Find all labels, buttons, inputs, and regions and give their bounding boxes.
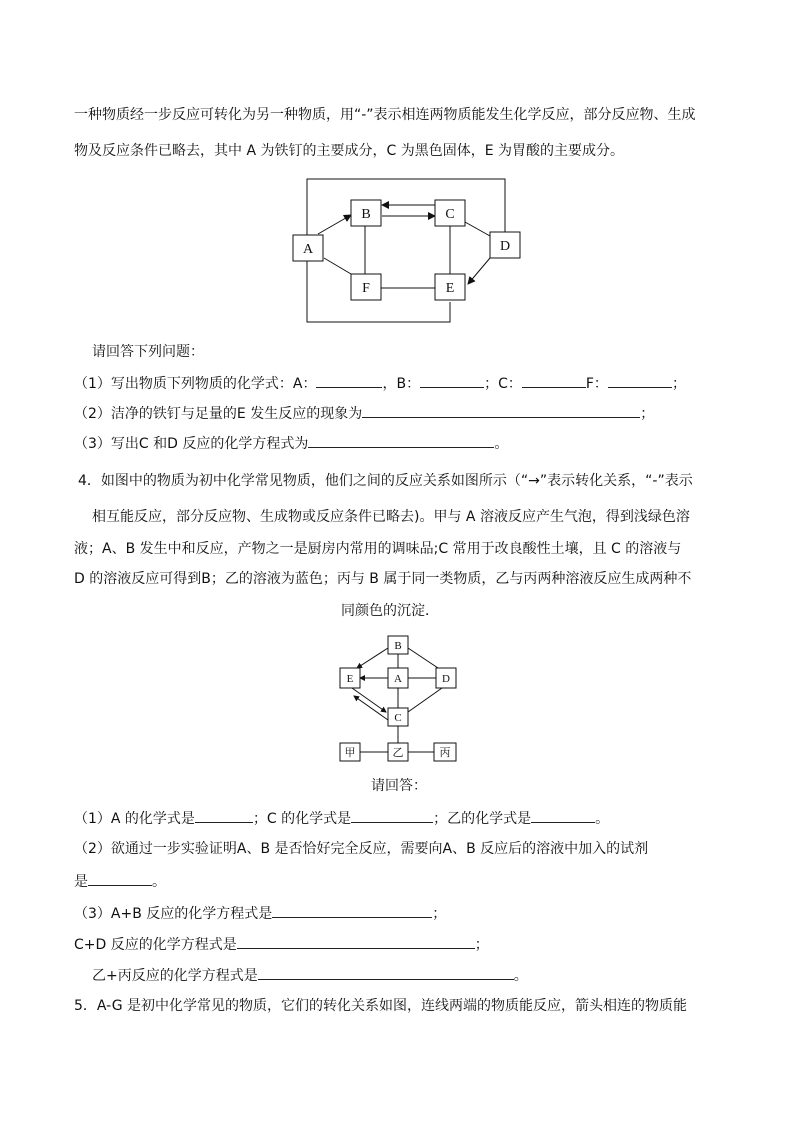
answer-blank-a-formula[interactable] [195, 808, 253, 823]
q3-part-3: （3）写出C 和D 反应的化学方程式为 。 [74, 433, 508, 453]
answer-blank-phenomenon[interactable] [362, 403, 640, 418]
q4-part-1: （1）A 的化学式是 ；C 的化学式是 ；乙的化学式是 。 [74, 808, 609, 828]
q4-line-4: D 的溶液反应可得到B；乙的溶液为蓝色；丙与 B 属于同一类物质，乙与丙两种溶液反应生成两种不 [74, 571, 692, 587]
q4-part-3c: 乙+丙反应的化学方程式是 。 [92, 965, 528, 985]
node-d-label: D [499, 239, 511, 254]
intro-line-1: 一种物质经一步反应可转化为另一种物质，用“-”表示相连两物质能发生化学反应，部分反应物、生成 [74, 107, 696, 123]
answer-blank-f[interactable] [608, 373, 672, 388]
reaction-diagram-1 [280, 170, 540, 330]
answer-blank-yi-bing-equation[interactable] [258, 965, 514, 980]
q4-prompt: 请回答： [371, 778, 427, 794]
answer-blank-yi-formula[interactable] [531, 808, 595, 823]
q3-part-2: （2）洁净的铁钉与足量的E 发生反应的现象为 ； [74, 403, 654, 423]
node-c-label: C [394, 712, 402, 724]
node-b-label: B [394, 640, 402, 652]
answer-blank-a[interactable] [316, 373, 382, 388]
q5-line-1: 5．A-G 是初中化学常见的物质，它们的转化关系如图，连线两端的物质能反应，箭头相连的物质能 [74, 998, 688, 1014]
node-yi-label: 乙 [392, 747, 404, 759]
node-bing-label: 丙 [439, 747, 451, 759]
answer-blank-b[interactable] [420, 373, 484, 388]
node-a-label: A [302, 242, 314, 257]
q4-line-1: 4．如图中的物质为初中化学常见物质，他们之间的反应关系如图所示（“→”表示转化关系，“-”表示 [78, 473, 693, 489]
answer-blank-reagent[interactable] [88, 871, 152, 886]
node-e-label: E [346, 673, 354, 685]
q4-part-3b: C+D 反应的化学方程式是 ； [74, 934, 489, 954]
node-f-label: F [362, 281, 370, 296]
node-a-label: A [394, 673, 402, 685]
node-d-label: D [442, 673, 450, 685]
answer-blank-c-formula[interactable] [351, 808, 433, 823]
intro-line-2: 物及反应条件已略去，其中 A 为铁钉的主要成分，C 为黑色固体，E 为胃酸的主要成分。 [74, 143, 624, 159]
q4-line-2: 相互能反应，部分反应物、生成物或反应条件已略去)。甲与 A 溶液反应产生气泡，得到浅绿色溶 [92, 509, 690, 525]
answer-blank-c[interactable] [522, 373, 586, 388]
q4-part-2b: 是 。 [74, 871, 166, 891]
node-jia-label: 甲 [344, 747, 356, 759]
q3-prompt: 请回答下列问题： [92, 344, 204, 360]
q4-part-2a: （2）欲通过一步实验证明A、B 是否恰好完全反应，需要向A、B 反应后的溶液中加入的试剂 [74, 841, 649, 857]
node-c-label: C [445, 207, 455, 222]
answer-blank-ab-equation[interactable] [272, 903, 432, 918]
node-b-label: B [361, 207, 371, 222]
answer-blank-cd-equation[interactable] [308, 433, 494, 448]
answer-blank-cd-equation-2[interactable] [237, 934, 475, 949]
q3-part-1: （1）写出物质下列物质的化学式：A： ，B： ；C： F： ； [74, 373, 686, 393]
node-e-label: E [445, 281, 455, 296]
q4-line-5: 同颜色的沉淀． [341, 603, 439, 619]
reaction-diagram-2 [330, 630, 470, 770]
q4-line-3: 液；A、B 发生中和反应，产物之一是厨房内常用的调味品;C 常用于改良酸性土壤，且 C 的溶液与 [74, 541, 682, 557]
q4-part-3a: （3）A+B 反应的化学方程式是 ； [74, 903, 446, 923]
